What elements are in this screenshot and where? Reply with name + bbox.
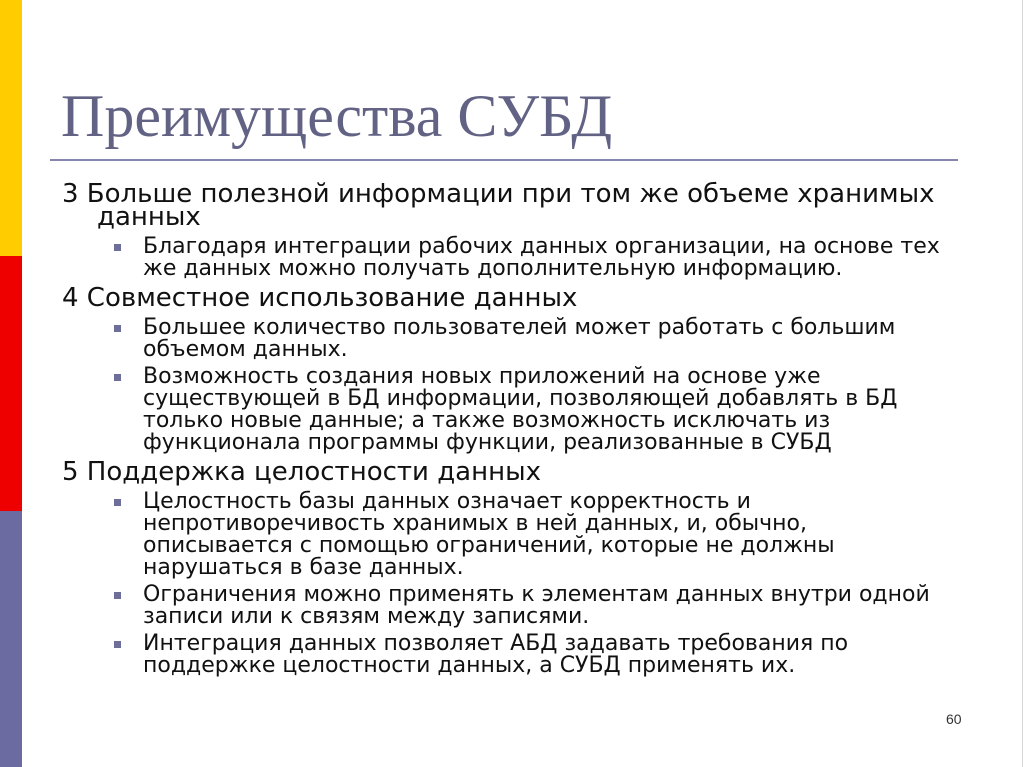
bullet-text-line: же данных можно получать дополнительную информацию. bbox=[143, 256, 843, 281]
bullet-item bbox=[62, 236, 962, 280]
section-shared-use bbox=[62, 283, 962, 455]
heading-line: 5 Поддержка целостности данных bbox=[62, 457, 542, 487]
accent-bar-yellow bbox=[0, 0, 22, 256]
square-bullet-icon bbox=[114, 641, 121, 648]
square-bullet-icon bbox=[114, 374, 121, 381]
slide-body bbox=[62, 179, 962, 678]
slide-title: Преимущества СУБД bbox=[61, 83, 613, 149]
bullet-text-line: Интеграция данных позволяет АБД задавать требования по bbox=[143, 631, 849, 656]
heading-line: 3 Больше полезной информации при том же объеме хранимых bbox=[62, 179, 935, 209]
bullet-text-line: функционала программы функции, реализованные в СУБД bbox=[143, 430, 832, 455]
page-number: 60 bbox=[946, 711, 962, 727]
heading-line: данных bbox=[97, 202, 201, 232]
bullet-text-line: существующей в БД информации, позволяющей добавлять в БД bbox=[143, 386, 898, 411]
bullet-text-line: Целостность базы данных означает корректность и bbox=[143, 489, 751, 514]
section-more-information bbox=[62, 179, 962, 281]
title-underline bbox=[50, 159, 958, 161]
bullet-item bbox=[62, 317, 962, 361]
bullet-text-line: непротиворечивость хранимых в ней данных, и, обычно, bbox=[143, 511, 808, 536]
bullet-text-line: нарушаться в базе данных. bbox=[143, 555, 464, 580]
heading-line: 4 Совместное использование данных bbox=[62, 283, 578, 313]
section-heading bbox=[62, 283, 962, 313]
bullet-text-line: Благодаря интеграции рабочих данных организации, на основе тех bbox=[143, 234, 940, 259]
accent-bar-red bbox=[0, 256, 22, 511]
bullet-text-line: записи или к связям между записями. bbox=[143, 604, 590, 629]
bullet-text-line: Возможность создания новых приложений на основе уже bbox=[143, 364, 821, 389]
bullet-text-line: поддержке целостности данных, а СУБД применять их. bbox=[143, 653, 796, 678]
section-data-integrity bbox=[62, 457, 962, 678]
section-heading bbox=[62, 457, 962, 487]
section-heading bbox=[62, 179, 962, 232]
bullet-text-line: Большее количество пользователей может работать с большим bbox=[143, 315, 896, 340]
bullet-text-line: описывается с помощью ограничений, которые не должны bbox=[143, 533, 835, 558]
square-bullet-icon bbox=[114, 325, 121, 332]
bullet-text-line: Ограничения можно применять к элементам данных внутри одной bbox=[143, 582, 930, 607]
slide-right-edge bbox=[1022, 0, 1023, 767]
bullet-text-line: объемом данных. bbox=[143, 337, 348, 362]
bullet-item bbox=[62, 584, 962, 628]
square-bullet-icon bbox=[114, 499, 121, 506]
accent-bar-slate bbox=[0, 511, 22, 767]
bullet-item bbox=[62, 491, 962, 579]
bullet-item bbox=[62, 633, 962, 677]
square-bullet-icon bbox=[114, 592, 121, 599]
bullet-item bbox=[62, 366, 962, 454]
bullet-text-line: только новые данные; а также возможность исключать из bbox=[143, 408, 831, 433]
square-bullet-icon bbox=[114, 244, 121, 251]
